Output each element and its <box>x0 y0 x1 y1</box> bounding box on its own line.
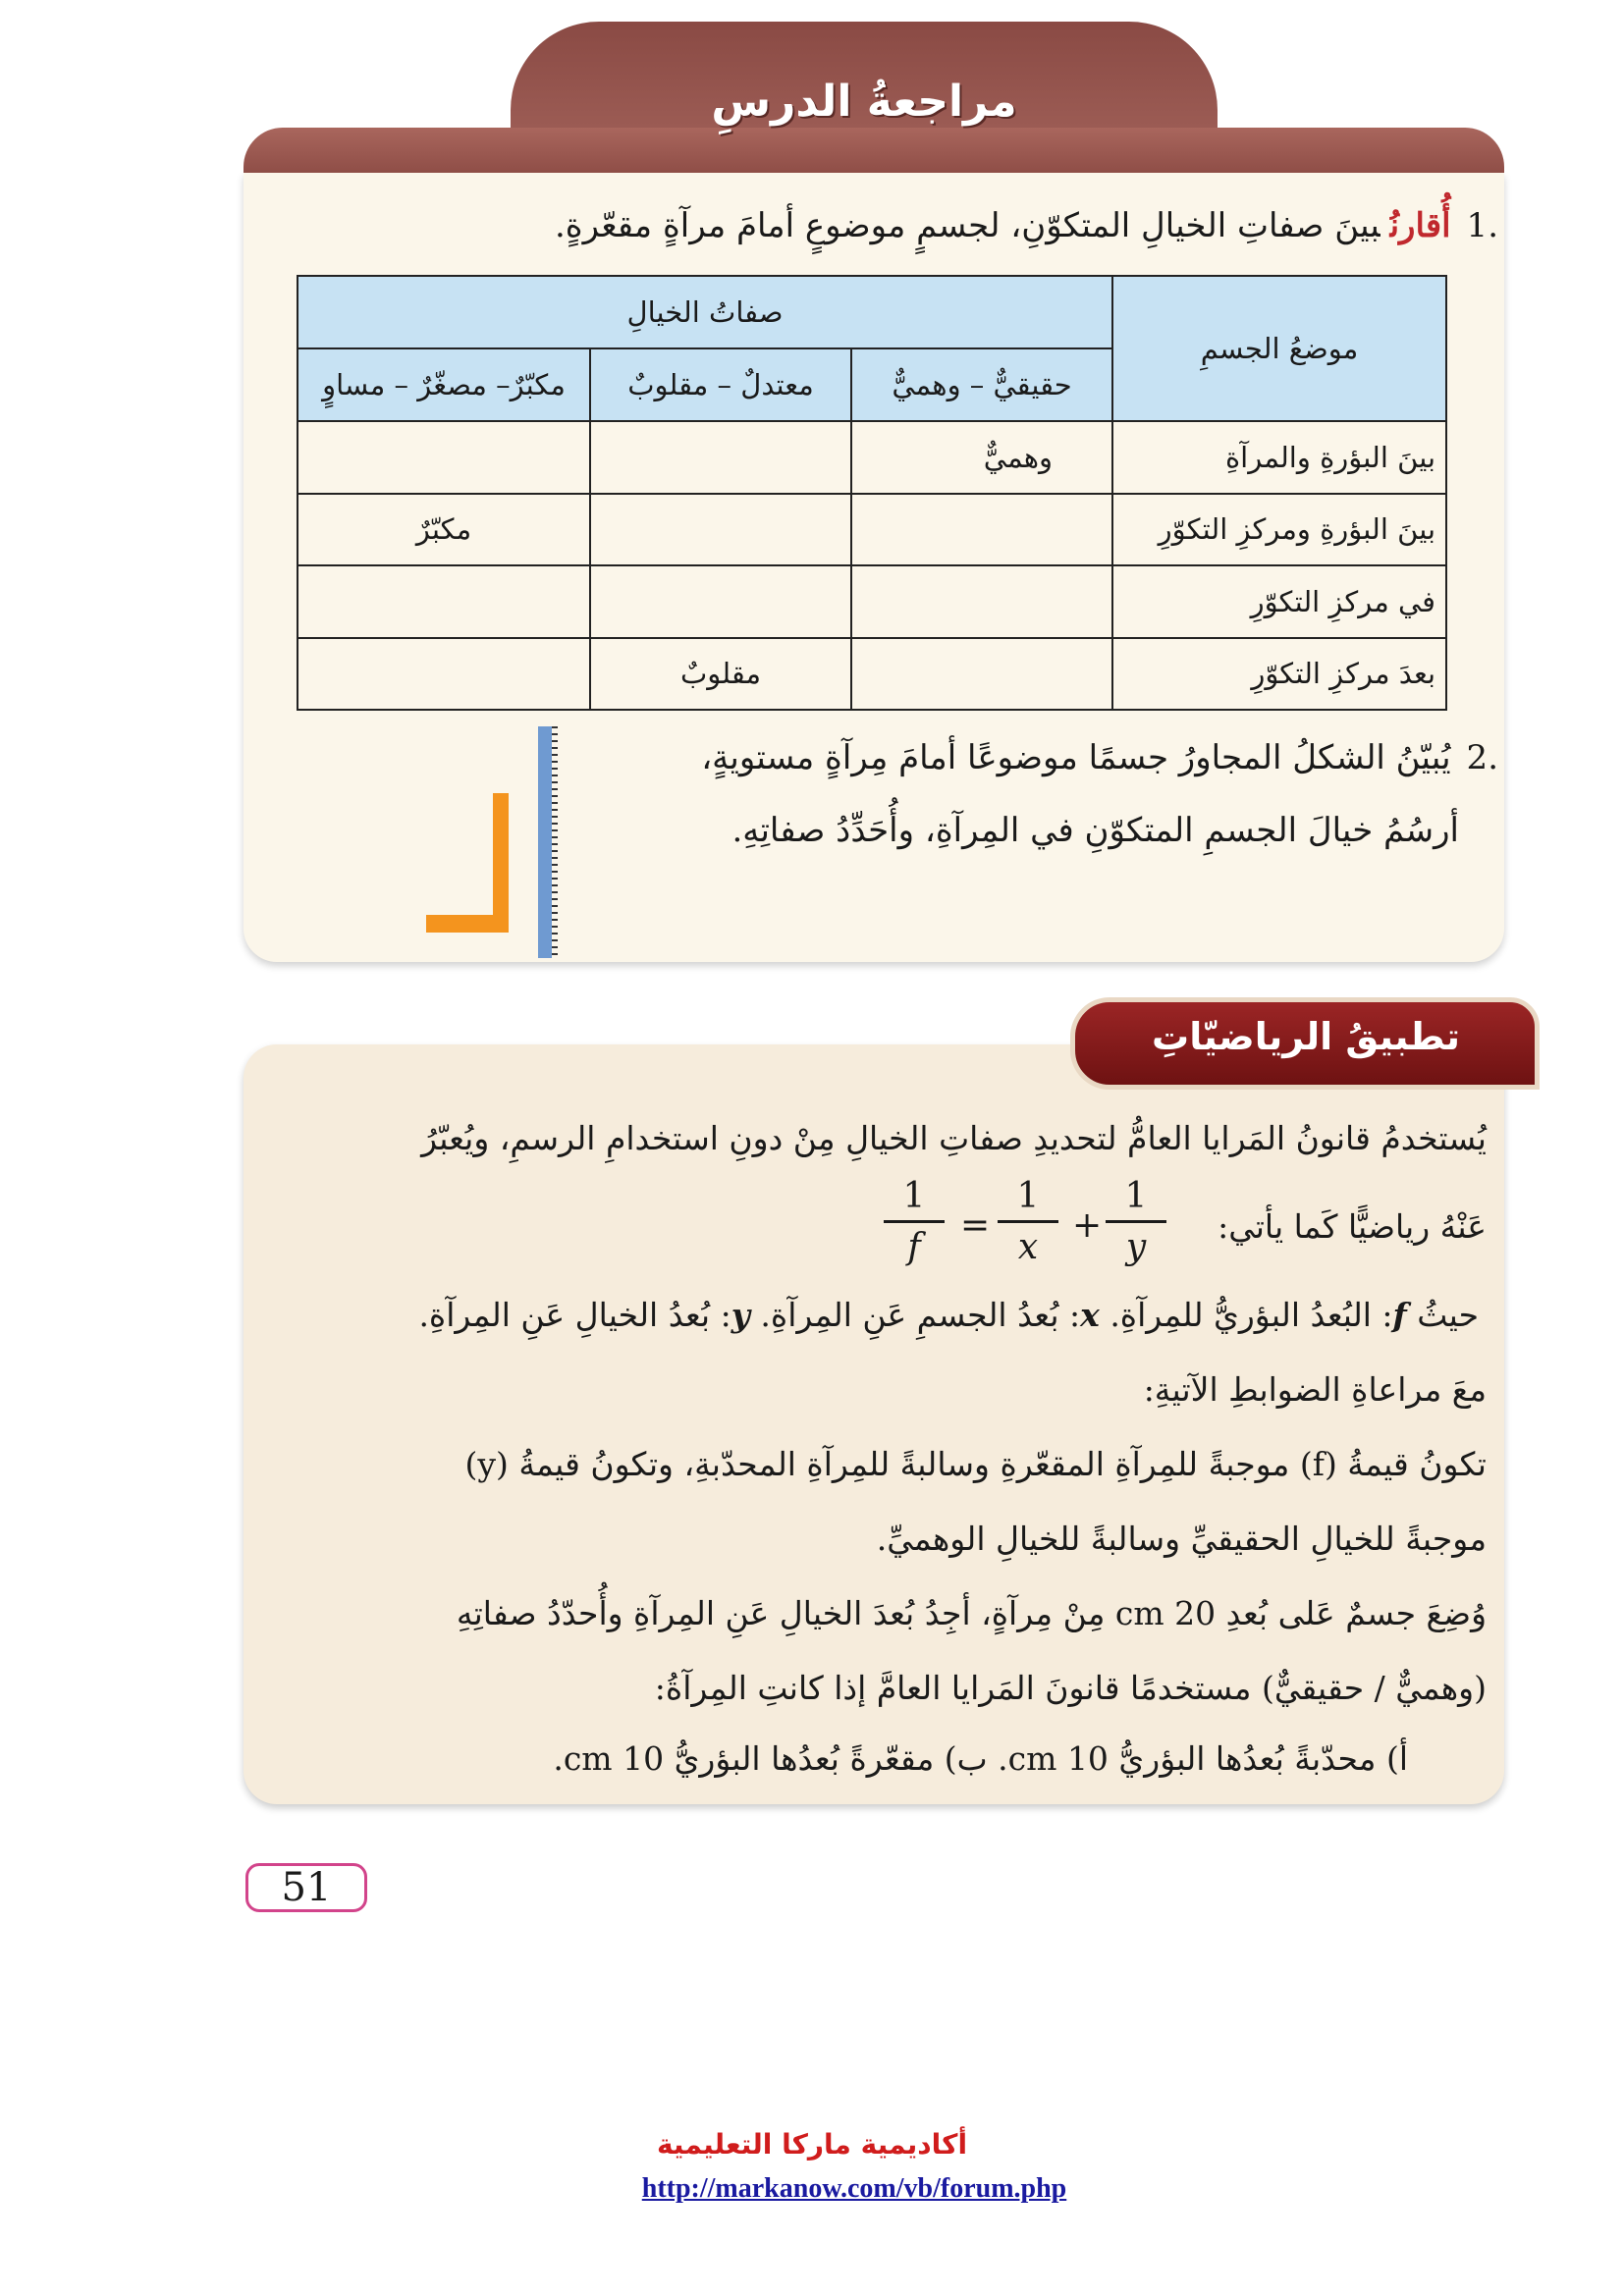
question-1-verb: أُقارنُ <box>1389 206 1451 245</box>
footer-academy: أكاديمية ماركا التعليمية <box>656 2128 968 2161</box>
math-line-2: عَنْهُ رياضيًّا كَما يأتي: <box>1218 1207 1487 1246</box>
question-2-line1: يُبيّنُ الشكلُ المجاورُ جسمًا موضوعًا أمامَ مِرآةٍ مستويةٍ، <box>701 738 1451 777</box>
header-object-position: موضعُ الجسمِ <box>1112 276 1446 421</box>
mirror-hatching <box>552 726 558 958</box>
plane-mirror <box>538 726 552 958</box>
table-row <box>298 494 1446 566</box>
math-line-4: معَ مراعاةِ الضوابطِ الآتيةِ: <box>1143 1370 1487 1409</box>
def-x: : بُعدُ الجسمِ عَنِ المِرآةِ. <box>760 1296 1081 1334</box>
subheader-real-virtual: حقيقيٌّ – وهميٌّ <box>851 348 1112 421</box>
table-cell <box>851 494 1112 566</box>
math-line-9: أ) محدّبةً بُعدُها البؤريُّ 10 cm. ب) مقعّرةً بُعدُها البؤريُّ 10 cm. <box>553 1739 1408 1778</box>
var-x: x <box>1080 1296 1100 1334</box>
question-1-text: بينَ صفاتِ الخيالِ المتكوّنِ، لجسمٍ موضوعٍ أمامَ مرآةٍ مقعّرةٍ. <box>554 206 1380 245</box>
fraction-bar <box>1106 1220 1166 1223</box>
var-y: y <box>731 1296 750 1334</box>
footer-link[interactable]: http://markanow.com/vb/forum.php <box>641 2173 1067 2204</box>
review-title: مراجعةُ الدرسِ <box>711 77 1017 127</box>
question-1 <box>555 206 1498 245</box>
row-position: بينَ البؤرةِ ومركزِ التكوّرِ <box>1112 494 1446 566</box>
math-line-1: يُستخدمُ قانونُ المَرايا العامُّ لتحديدِ صفاتِ الخيالِ مِنْ دونِ استخدامِ الرسمِ، ويُعبّرُ <box>421 1119 1487 1157</box>
table-cell <box>298 638 590 711</box>
object-figure-stem <box>493 793 509 933</box>
page-number: 51 <box>245 1863 367 1912</box>
formula-x: x <box>1017 1227 1039 1267</box>
math-line-6: موجبةً للخيالِ الحقيقيِّ وسالبةً للخيالِ الوهميِّ. <box>876 1520 1487 1558</box>
row-position: في مركزِ التكوّرِ <box>1112 565 1446 638</box>
question-2-line2: أرسُمُ خيالَ الجسمِ المتكوّنِ في المِرآةِ، وأُحَدِّدُ صفاتِهِ. <box>731 811 1459 850</box>
header-image-properties: صفاتُ الخيالِ <box>298 276 1112 348</box>
image-properties-table <box>297 275 1447 711</box>
formula-equals: = <box>960 1205 991 1246</box>
table-cell <box>590 494 851 566</box>
def-y: : بُعدُ الخيالِ عَنِ المِرآةِ. <box>418 1296 731 1334</box>
question-2-number: .2 <box>1466 738 1498 777</box>
table-cell <box>851 638 1112 711</box>
table-cell <box>298 565 590 638</box>
table-cell: وهميٌّ <box>851 421 1112 494</box>
review-header-band <box>244 128 1504 175</box>
table-row <box>298 638 1446 711</box>
table-cell: مكبّرٌ <box>298 494 590 566</box>
fraction-bar <box>884 1220 945 1223</box>
table-cell <box>590 565 851 638</box>
question-2 <box>701 738 1498 777</box>
table-cell: مقلوبٌ <box>590 638 851 711</box>
fraction-bar <box>998 1220 1058 1223</box>
math-line-5: تكونُ قيمةُ (f) موجبةً للمِرآةِ المقعّرةِ وسالبةً للمِرآةِ المحدّبةِ، وتكونُ قيمةُ (y) <box>464 1445 1487 1483</box>
subheader-size: مكبّرٌ– مصغّرٌ – مساوٍ <box>298 348 590 421</box>
math-line-8: (وهميٌّ / حقيقيٌّ) مستخدمًا قانونَ المَرايا العامَّ إذا كانتِ المِرآةُ: <box>654 1669 1487 1707</box>
var-f: f <box>1392 1296 1407 1334</box>
formula-y: y <box>1125 1227 1147 1267</box>
def-f: : البُعدُ البؤريُّ للمِرآةِ. <box>1110 1296 1393 1334</box>
row-position: بعدَ مركزِ التكوّرِ <box>1112 638 1446 711</box>
row-position: بينَ البؤرةِ والمرآةِ <box>1112 421 1446 494</box>
object-figure-base <box>426 915 509 933</box>
formula-numerator: 1 <box>902 1176 926 1216</box>
where-word: حيثُ <box>1417 1296 1479 1334</box>
formula-numerator: 1 <box>1124 1176 1148 1216</box>
formula-1-over-y <box>1106 1176 1166 1267</box>
formula-numerator: 1 <box>1016 1176 1040 1216</box>
table-row <box>298 565 1446 638</box>
math-application-title: تطبيقُ الرياضيّاتِ <box>1152 1015 1460 1058</box>
math-line-3 <box>418 1296 1479 1334</box>
formula-1-over-x <box>998 1176 1058 1267</box>
math-line-7: وُضِعَ جسمٌ عَلى بُعدِ 20 cm مِنْ مِرآةٍ، أجِدُ بُعدَ الخيالِ عَنِ المِرآةِ وأُحدّدُ صفاتِهِ <box>456 1594 1487 1632</box>
question-1-number: .1 <box>1466 206 1498 245</box>
formula-1-over-f <box>884 1176 945 1267</box>
formula-f: f <box>907 1227 921 1267</box>
table-row <box>298 421 1446 494</box>
table-cell <box>590 421 851 494</box>
subheader-upright-inverted: معتدلٌ – مقلوبٌ <box>590 348 851 421</box>
table-cell <box>298 421 590 494</box>
table-cell <box>851 565 1112 638</box>
formula-plus: + <box>1072 1205 1103 1246</box>
